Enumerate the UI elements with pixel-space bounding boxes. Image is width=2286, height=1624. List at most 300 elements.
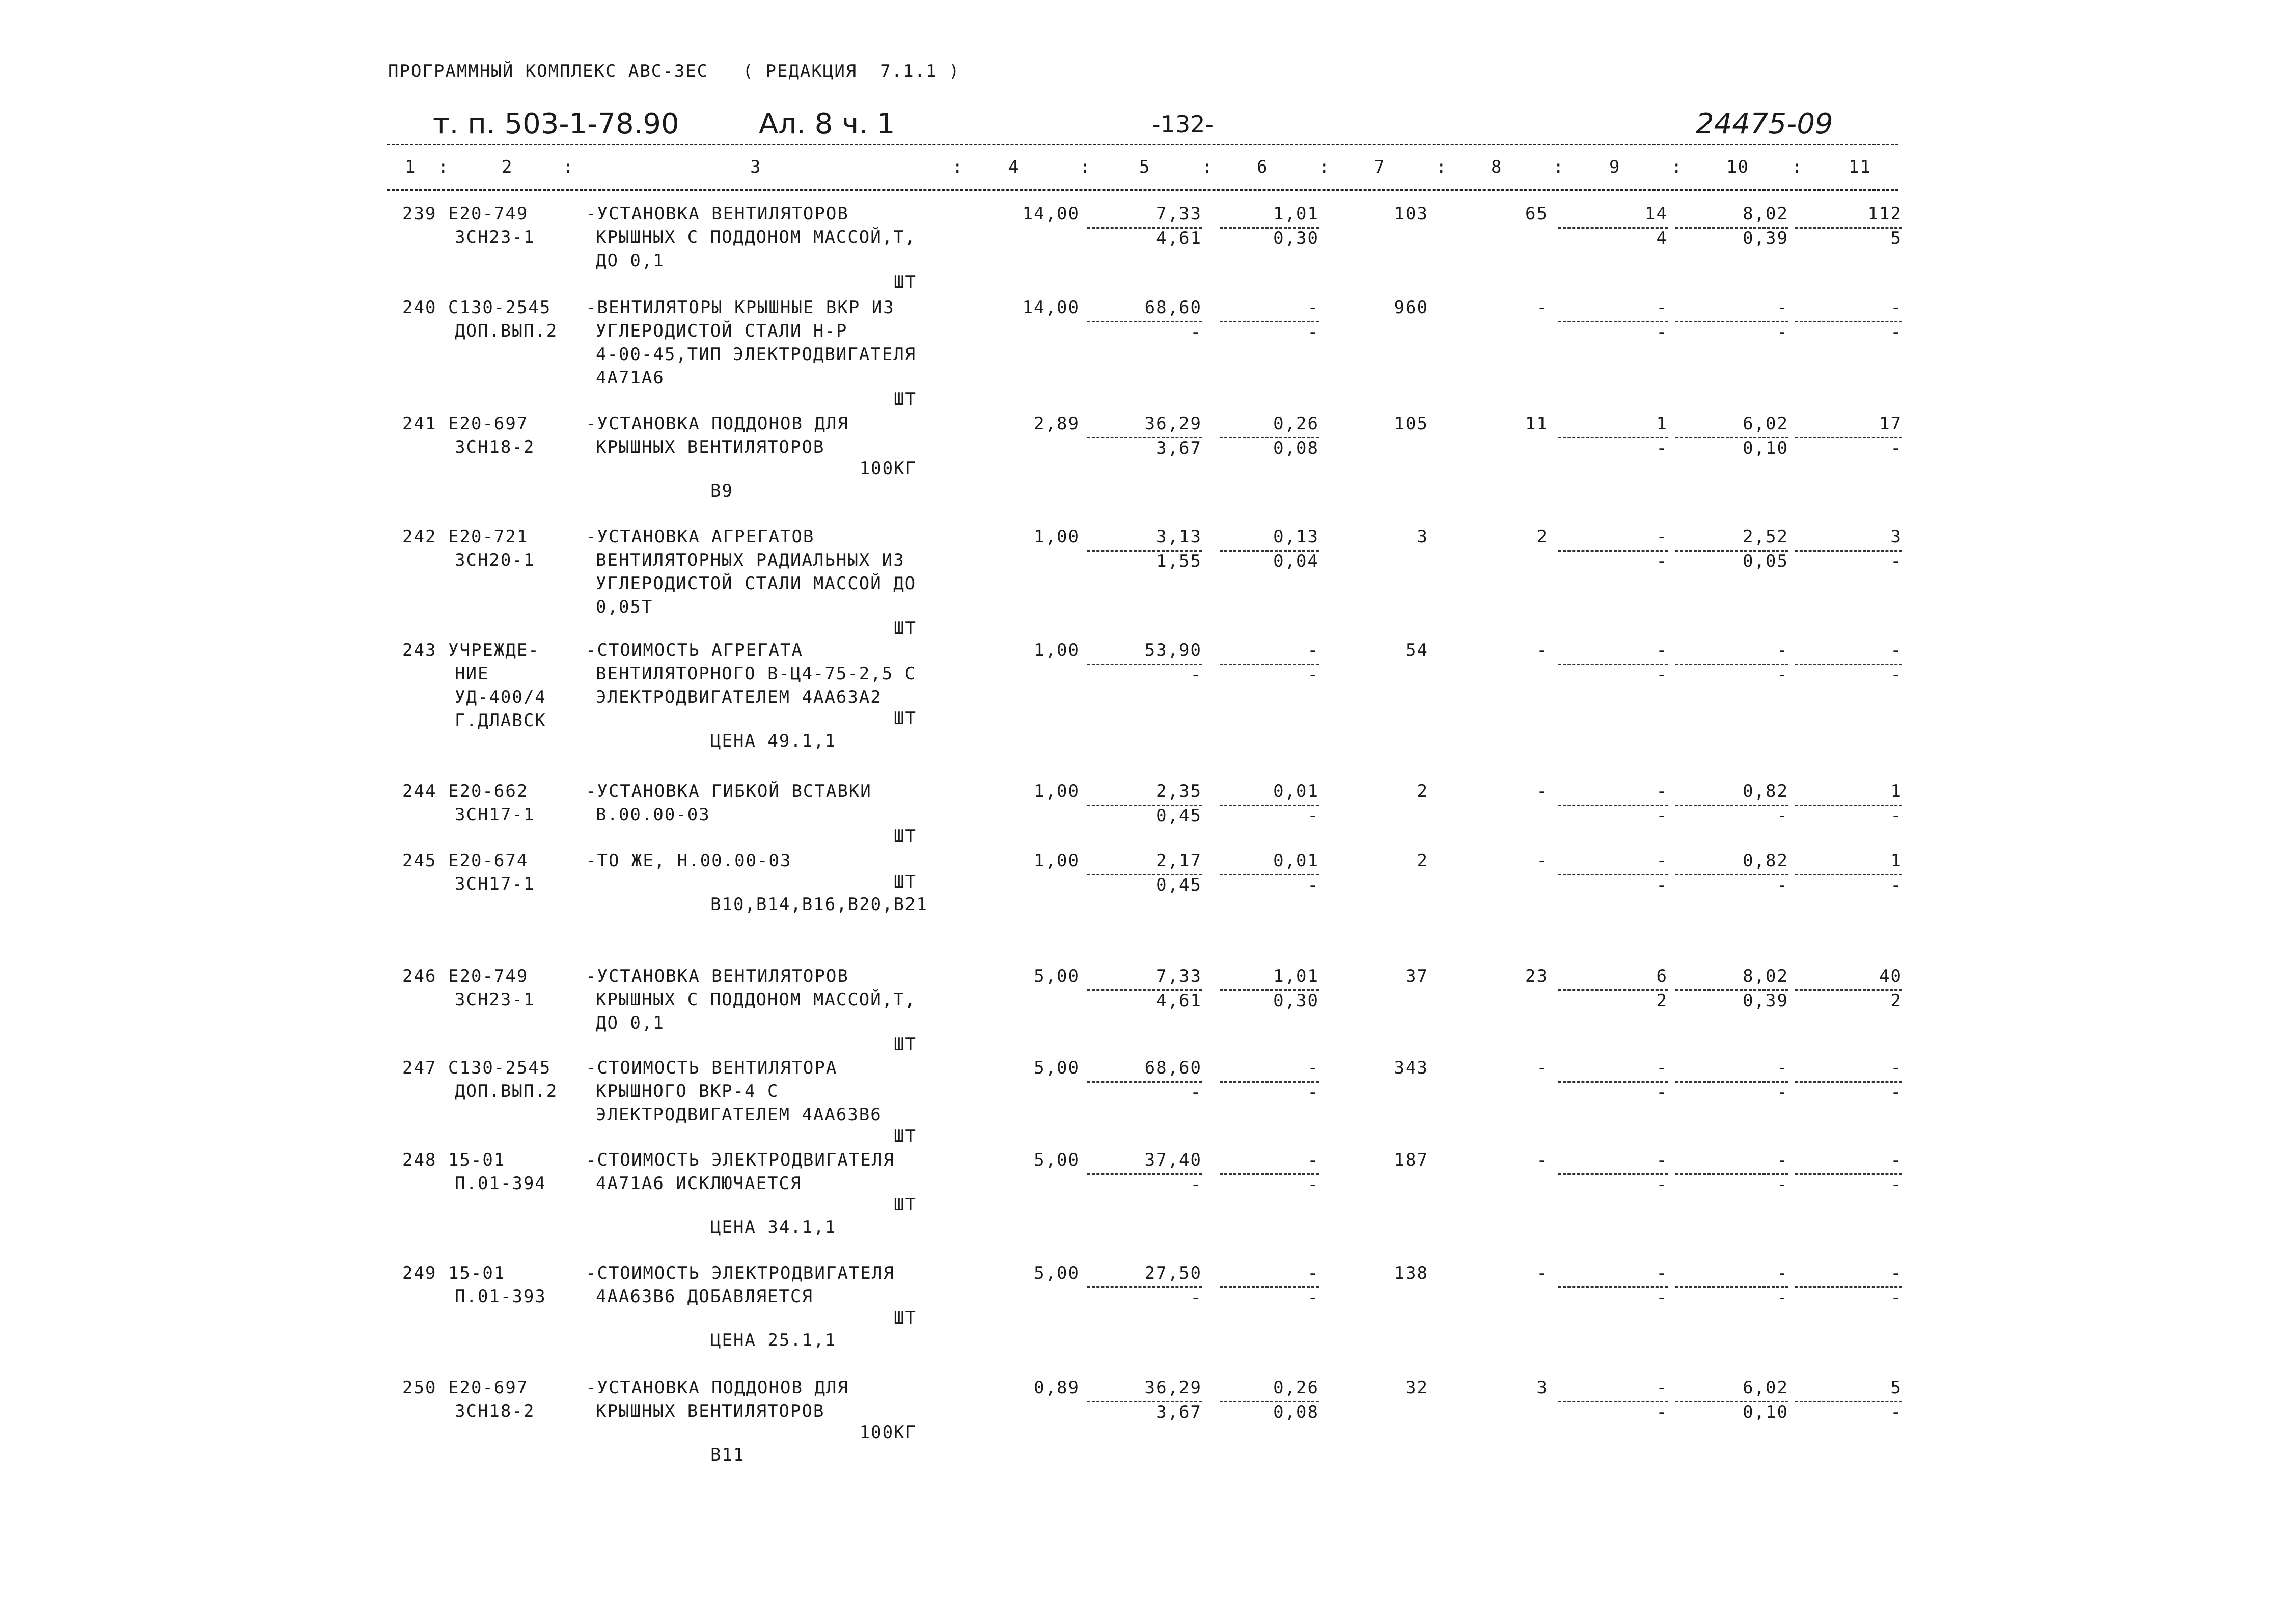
cell-c6: -	[1307, 1263, 1319, 1283]
row-description: ВЕНТИЛЯТОРНОГО В-Ц4-75-2,5 С	[596, 664, 917, 684]
cell-c6-second: 0,30	[1273, 228, 1319, 249]
row-description: КРЫШНЫХ С ПОДДОНОМ МАССОЙ,Т,	[596, 989, 917, 1010]
row-note: В9	[710, 481, 733, 501]
cell-c5-second: 4,61	[1156, 228, 1202, 249]
cell-c11: 3	[1890, 527, 1902, 547]
row-code: ДОП.ВЫП.2	[455, 321, 558, 341]
column-separator: :	[1202, 157, 1214, 177]
cell-divider	[1220, 1081, 1319, 1083]
cell-c9-second: -	[1656, 551, 1668, 571]
row-code: 3СН20-1	[455, 550, 535, 570]
cell-c8: 65	[1525, 204, 1548, 224]
cell-c11-second: -	[1890, 875, 1902, 895]
column-header-1: 1	[405, 157, 417, 177]
cell-c11: -	[1890, 640, 1902, 660]
cell-c10: 2,52	[1743, 527, 1788, 547]
row-description: КРЫШНЫХ С ПОДДОНОМ МАССОЙ,Т,	[596, 227, 917, 247]
cell-c9: -	[1656, 527, 1668, 547]
column-header-2: 2	[502, 157, 513, 177]
cell-c11: -	[1890, 1263, 1902, 1283]
row-unit: 100КГ	[859, 1422, 917, 1443]
cell-c7: 37	[1406, 966, 1428, 986]
column-separator: :	[1553, 157, 1565, 177]
cell-c5-second: 3,67	[1156, 1402, 1202, 1422]
cell-c6-second: -	[1307, 1174, 1319, 1195]
cell-c9: -	[1656, 1058, 1668, 1078]
tp-number: т. п. 503-1-78.90	[433, 107, 679, 141]
cell-c5-second: -	[1190, 1082, 1202, 1103]
cell-c5: 7,33	[1156, 966, 1202, 986]
album-number: Ал. 8 ч. 1	[759, 107, 895, 141]
row-number: 243	[402, 640, 437, 660]
row-code: 3СН23-1	[455, 989, 535, 1010]
cell-c5: 7,33	[1156, 204, 1202, 224]
cell-c10-second: -	[1777, 665, 1788, 685]
row-description: ВЕНТИЛЯТОРНЫХ РАДИАЛЬНЫХ ИЗ	[596, 550, 905, 570]
cell-c10: -	[1777, 640, 1788, 660]
cell-c4: 14,00	[1022, 204, 1080, 224]
row-code: ДОП.ВЫП.2	[455, 1081, 558, 1102]
cell-c8: -	[1536, 640, 1548, 660]
row-number: 241	[402, 414, 437, 434]
cell-c11-second: -	[1890, 551, 1902, 571]
cell-c5: 68,60	[1144, 297, 1202, 318]
column-header-9: 9	[1609, 157, 1621, 177]
header-rule-top	[387, 144, 1898, 145]
cell-c4: 1,00	[1034, 850, 1080, 871]
cell-c6-second: 0,30	[1273, 990, 1319, 1011]
row-description: КРЫШНЫХ ВЕНТИЛЯТОРОВ	[596, 1401, 825, 1421]
cell-divider	[1220, 550, 1319, 552]
cell-c7: 103	[1394, 204, 1428, 224]
cell-divider	[1675, 989, 1788, 991]
cell-c8: -	[1536, 1058, 1548, 1078]
cell-divider	[1795, 550, 1902, 552]
column-separator: :	[952, 157, 964, 177]
row-description: 0,05Т	[596, 597, 653, 617]
cell-c5-second: -	[1190, 322, 1202, 342]
cell-divider	[1087, 321, 1202, 322]
cell-c11-second: -	[1890, 322, 1902, 342]
cell-c11-second: 5	[1890, 228, 1902, 249]
cell-c5: 36,29	[1144, 414, 1202, 434]
row-description: -ТО ЖЕ, Н.00.00-03	[586, 850, 792, 871]
cell-divider	[1220, 664, 1319, 665]
cell-c7: 960	[1394, 297, 1428, 318]
row-unit: ШТ	[894, 826, 917, 846]
cell-divider	[1675, 805, 1788, 806]
cell-divider	[1558, 1173, 1668, 1175]
cell-divider	[1795, 1286, 1902, 1288]
column-header-7: 7	[1374, 157, 1386, 177]
cell-c5: 2,35	[1156, 781, 1202, 802]
cell-c4: 14,00	[1022, 297, 1080, 318]
cell-c8: -	[1536, 1150, 1548, 1170]
cell-c11-second: -	[1890, 806, 1902, 826]
cell-c9: -	[1656, 1150, 1668, 1170]
cell-c7: 2	[1417, 850, 1428, 871]
cell-c10-second: 0,39	[1743, 990, 1788, 1011]
cell-c7: 2	[1417, 781, 1428, 802]
column-header-10: 10	[1726, 157, 1749, 177]
cell-c11-second: 2	[1890, 990, 1902, 1011]
cell-c10-second: -	[1777, 875, 1788, 895]
row-description: -УСТАНОВКА ПОДДОНОВ ДЛЯ	[586, 414, 849, 434]
cell-c9-second: 4	[1656, 228, 1668, 249]
row-code: Е20-674	[448, 850, 529, 871]
cell-c4: 1,00	[1034, 781, 1080, 802]
cell-divider	[1795, 805, 1902, 806]
cell-c11: -	[1890, 1058, 1902, 1078]
cell-c8: -	[1536, 1263, 1548, 1283]
cell-c10-second: -	[1777, 1287, 1788, 1308]
cell-c9: -	[1656, 781, 1668, 802]
row-description: -СТОИМОСТЬ ЭЛЕКТРОДВИГАТЕЛЯ	[586, 1263, 895, 1283]
cell-c9-second: -	[1656, 665, 1668, 685]
row-description: -СТОИМОСТЬ ВЕНТИЛЯТОРА	[586, 1058, 838, 1078]
cell-c4: 0,89	[1034, 1378, 1080, 1398]
cell-c9: 1	[1656, 414, 1668, 434]
row-description: -УСТАНОВКА ПОДДОНОВ ДЛЯ	[586, 1378, 849, 1398]
row-unit: ШТ	[894, 618, 917, 639]
cell-c8: 11	[1525, 414, 1548, 434]
cell-c7: 187	[1394, 1150, 1428, 1170]
cell-c6: 0,26	[1273, 1378, 1319, 1398]
cell-divider	[1087, 874, 1202, 875]
cell-c6-second: -	[1307, 1287, 1319, 1308]
cell-c5-second: 0,45	[1156, 806, 1202, 826]
cell-divider	[1795, 989, 1902, 991]
cell-c10: 6,02	[1743, 414, 1788, 434]
cell-divider	[1220, 874, 1319, 875]
cell-c4: 1,00	[1034, 640, 1080, 660]
cell-c10-second: -	[1777, 806, 1788, 826]
cell-c5-second: 4,61	[1156, 990, 1202, 1011]
cell-c10: 8,02	[1743, 204, 1788, 224]
row-number: 246	[402, 966, 437, 986]
row-code: 3СН18-2	[455, 437, 535, 457]
row-code: 15-01	[448, 1263, 506, 1283]
cell-divider	[1795, 227, 1902, 229]
cell-c10-second: -	[1777, 322, 1788, 342]
cell-c6: -	[1307, 297, 1319, 318]
cell-c4: 2,89	[1034, 414, 1080, 434]
row-note: ЦЕНА 34.1,1	[710, 1217, 837, 1237]
row-unit: ШТ	[894, 1195, 917, 1215]
row-code: УЧРЕЖДЕ-	[448, 640, 540, 660]
column-header-6: 6	[1257, 157, 1269, 177]
column-separator: :	[438, 157, 450, 177]
cell-c8: -	[1536, 297, 1548, 318]
row-description: -УСТАНОВКА ВЕНТИЛЯТОРОВ	[586, 966, 849, 986]
page-number: -132-	[1152, 111, 1214, 138]
cell-c5: 3,13	[1156, 527, 1202, 547]
cell-c10: 8,02	[1743, 966, 1788, 986]
cell-c9-second: -	[1656, 1402, 1668, 1422]
row-number: 240	[402, 297, 437, 318]
cell-divider	[1087, 664, 1202, 665]
column-separator: :	[1671, 157, 1683, 177]
cell-divider	[1087, 1081, 1202, 1083]
cell-c11: 1	[1890, 850, 1902, 871]
doc-code: 24475-09	[1696, 107, 1833, 141]
cell-c5-second: -	[1190, 1287, 1202, 1308]
cell-c5-second: 1,55	[1156, 551, 1202, 571]
cell-c9: 14	[1645, 204, 1668, 224]
cell-c10-second: 0,10	[1743, 438, 1788, 458]
row-code: 3СН17-1	[455, 874, 535, 894]
row-description: -СТОИМОСТЬ АГРЕГАТА	[586, 640, 803, 660]
cell-c10: 0,82	[1743, 781, 1788, 802]
cell-divider	[1220, 437, 1319, 438]
row-unit: ШТ	[894, 389, 917, 409]
row-note: ЦЕНА 25.1,1	[710, 1330, 837, 1351]
row-description: УГЛЕРОДИСТОЙ СТАЛИ Н-Р	[596, 321, 848, 341]
header-rule-bottom	[387, 189, 1898, 191]
cell-c4: 5,00	[1034, 1263, 1080, 1283]
cell-c10: -	[1777, 297, 1788, 318]
row-description: ЭЛЕКТРОДВИГАТЕЛЕМ 4АА63А2	[596, 687, 882, 707]
cell-c5: 68,60	[1144, 1058, 1202, 1078]
cell-divider	[1087, 1286, 1202, 1288]
cell-c5-second: 0,45	[1156, 875, 1202, 895]
row-description: ЭЛЕКТРОДВИГАТЕЛЕМ 4АА63В6	[596, 1105, 882, 1125]
cell-c8: 3	[1536, 1378, 1548, 1398]
cell-c11: 5	[1890, 1378, 1902, 1398]
cell-divider	[1558, 1286, 1668, 1288]
cell-divider	[1220, 989, 1319, 991]
cell-c11-second: -	[1890, 665, 1902, 685]
cell-c5: 53,90	[1144, 640, 1202, 660]
row-code: П.01-393	[455, 1286, 546, 1307]
row-code: 15-01	[448, 1150, 506, 1170]
row-unit: ШТ	[894, 708, 917, 729]
cell-divider	[1220, 1401, 1319, 1402]
cell-c9-second: -	[1656, 438, 1668, 458]
row-code: Е20-697	[448, 414, 529, 434]
cell-c11: 17	[1879, 414, 1902, 434]
row-code: Е20-697	[448, 1378, 529, 1398]
column-header-11: 11	[1849, 157, 1871, 177]
cell-c10-second: -	[1777, 1174, 1788, 1195]
cell-c9: -	[1656, 640, 1668, 660]
row-number: 250	[402, 1378, 437, 1398]
row-note: В11	[710, 1445, 745, 1465]
row-code: Е20-749	[448, 204, 529, 224]
row-code: П.01-394	[455, 1173, 546, 1194]
cell-c9: 6	[1656, 966, 1668, 986]
cell-c9: -	[1656, 1263, 1668, 1283]
row-description: -ВЕНТИЛЯТОРЫ КРЫШНЫЕ ВКР ИЗ	[586, 297, 895, 318]
row-description: ДО 0,1	[596, 1013, 665, 1033]
cell-c9-second: -	[1656, 1287, 1668, 1308]
row-description: КРЫШНОГО ВКР-4 С	[596, 1081, 779, 1102]
cell-divider	[1087, 805, 1202, 806]
cell-divider	[1675, 227, 1788, 229]
cell-divider	[1558, 1081, 1668, 1083]
cell-divider	[1558, 321, 1668, 322]
row-number: 247	[402, 1058, 437, 1078]
row-code: Е20-749	[448, 966, 529, 986]
cell-c11-second: -	[1890, 1287, 1902, 1308]
row-code: УД-400/4	[455, 687, 546, 707]
column-header-4: 4	[1008, 157, 1020, 177]
cell-divider	[1220, 805, 1319, 806]
cell-c5: 27,50	[1144, 1263, 1202, 1283]
cell-divider	[1558, 437, 1668, 438]
cell-c9: -	[1656, 297, 1668, 318]
cell-divider	[1675, 1081, 1788, 1083]
cell-divider	[1558, 550, 1668, 552]
cell-divider	[1087, 989, 1202, 991]
cell-divider	[1087, 437, 1202, 438]
row-number: 239	[402, 204, 437, 224]
cell-c8: -	[1536, 850, 1548, 871]
cell-divider	[1675, 550, 1788, 552]
row-description: 4АА63В6 ДОБАВЛЯЕТСЯ	[596, 1286, 813, 1307]
cell-c9: -	[1656, 850, 1668, 871]
cell-c10-second: 0,05	[1743, 551, 1788, 571]
cell-c4: 5,00	[1034, 966, 1080, 986]
cell-c4: 1,00	[1034, 527, 1080, 547]
cell-c4: 5,00	[1034, 1058, 1080, 1078]
cell-c6: 1,01	[1273, 204, 1319, 224]
row-unit: ШТ	[894, 872, 917, 892]
cell-divider	[1220, 1286, 1319, 1288]
row-unit: ШТ	[894, 272, 917, 292]
cell-divider	[1675, 664, 1788, 665]
cell-c8: 2	[1536, 527, 1548, 547]
row-code: Г.ДЛАВСК	[455, 710, 546, 731]
cell-c10: -	[1777, 1058, 1788, 1078]
cell-c11: 40	[1879, 966, 1902, 986]
cell-divider	[1795, 1401, 1902, 1402]
row-description: КРЫШНЫХ ВЕНТИЛЯТОРОВ	[596, 437, 825, 457]
row-code: 3СН23-1	[455, 227, 535, 247]
cell-c5-second: 3,67	[1156, 438, 1202, 458]
cell-divider	[1558, 664, 1668, 665]
cell-c11: -	[1890, 1150, 1902, 1170]
cell-c5: 2,17	[1156, 850, 1202, 871]
cell-c6: 0,01	[1273, 850, 1319, 871]
program-header: ПРОГРАММНЫЙ КОМПЛЕКС АВС-3ЕС ( РЕДАКЦИЯ 7.1.1 )	[388, 61, 960, 81]
cell-c11-second: -	[1890, 1174, 1902, 1195]
row-description: -УСТАНОВКА АГРЕГАТОВ	[586, 527, 815, 547]
column-separator: :	[1792, 157, 1803, 177]
row-unit: ШТ	[894, 1034, 917, 1055]
row-description: 4А71А6	[596, 368, 665, 388]
cell-divider	[1087, 1401, 1202, 1402]
row-description: 4А71А6 ИСКЛЮЧАЕТСЯ	[596, 1173, 802, 1194]
cell-c5: 36,29	[1144, 1378, 1202, 1398]
cell-c9-second: -	[1656, 1082, 1668, 1103]
cell-c6: -	[1307, 1058, 1319, 1078]
cell-c6: -	[1307, 1150, 1319, 1170]
cell-c7: 105	[1394, 414, 1428, 434]
row-number: 245	[402, 850, 437, 871]
row-code: НИЕ	[455, 664, 489, 684]
column-separator: :	[1436, 157, 1448, 177]
cell-divider	[1795, 437, 1902, 438]
cell-divider	[1795, 321, 1902, 322]
cell-c6-second: 0,08	[1273, 438, 1319, 458]
column-separator: :	[1080, 157, 1091, 177]
cell-c8: -	[1536, 781, 1548, 802]
cell-c9-second: 2	[1656, 990, 1668, 1011]
column-header-5: 5	[1139, 157, 1151, 177]
cell-divider	[1087, 550, 1202, 552]
cell-c7: 32	[1406, 1378, 1428, 1398]
cell-divider	[1795, 1173, 1902, 1175]
cell-c5-second: -	[1190, 1174, 1202, 1195]
row-unit: 100КГ	[859, 458, 917, 479]
cell-c6-second: -	[1307, 665, 1319, 685]
cell-divider	[1087, 227, 1202, 229]
cell-divider	[1087, 1173, 1202, 1175]
row-description: ДО 0,1	[596, 251, 665, 271]
row-description: 4-00-45,ТИП ЭЛЕКТРОДВИГАТЕЛЯ	[596, 344, 917, 365]
row-note: ЦЕНА 49.1,1	[710, 731, 837, 751]
row-description: -СТОИМОСТЬ ЭЛЕКТРОДВИГАТЕЛЯ	[586, 1150, 895, 1170]
cell-c10: -	[1777, 1150, 1788, 1170]
cell-c7: 138	[1394, 1263, 1428, 1283]
cell-c7: 54	[1406, 640, 1428, 660]
cell-c10-second: -	[1777, 1082, 1788, 1103]
row-unit: ШТ	[894, 1126, 917, 1146]
cell-c6-second: -	[1307, 806, 1319, 826]
cell-c9-second: -	[1656, 1174, 1668, 1195]
cell-divider	[1795, 664, 1902, 665]
row-description: -УСТАНОВКА ВЕНТИЛЯТОРОВ	[586, 204, 849, 224]
cell-c6: 1,01	[1273, 966, 1319, 986]
row-number: 242	[402, 527, 437, 547]
cell-c6-second: -	[1307, 1082, 1319, 1103]
row-number: 249	[402, 1263, 437, 1283]
cell-c10: -	[1777, 1263, 1788, 1283]
cell-divider	[1558, 874, 1668, 875]
row-unit: ШТ	[894, 1308, 917, 1328]
cell-c10-second: 0,39	[1743, 228, 1788, 249]
cell-c6-second: 0,04	[1273, 551, 1319, 571]
cell-divider	[1558, 227, 1668, 229]
cell-c11-second: -	[1890, 1402, 1902, 1422]
cell-c4: 5,00	[1034, 1150, 1080, 1170]
cell-c5-second: -	[1190, 665, 1202, 685]
cell-c9-second: -	[1656, 806, 1668, 826]
cell-c6: -	[1307, 640, 1319, 660]
cell-divider	[1675, 437, 1788, 438]
cell-c10: 6,02	[1743, 1378, 1788, 1398]
cell-divider	[1675, 321, 1788, 322]
row-number: 244	[402, 781, 437, 802]
cell-divider	[1795, 874, 1902, 875]
row-code: 3СН17-1	[455, 805, 535, 825]
row-code: 3СН18-2	[455, 1401, 535, 1421]
row-code: Е20-662	[448, 781, 529, 802]
cell-c5: 37,40	[1144, 1150, 1202, 1170]
cell-c9: -	[1656, 1378, 1668, 1398]
cell-c6-second: -	[1307, 875, 1319, 895]
cell-divider	[1220, 1173, 1319, 1175]
row-description: -УСТАНОВКА ГИБКОЙ ВСТАВКИ	[586, 781, 872, 802]
cell-c9-second: -	[1656, 875, 1668, 895]
column-separator: :	[563, 157, 574, 177]
cell-divider	[1675, 874, 1788, 875]
cell-divider	[1675, 1173, 1788, 1175]
cell-divider	[1558, 1401, 1668, 1402]
cell-c8: 23	[1525, 966, 1548, 986]
cell-c11: 112	[1867, 204, 1902, 224]
